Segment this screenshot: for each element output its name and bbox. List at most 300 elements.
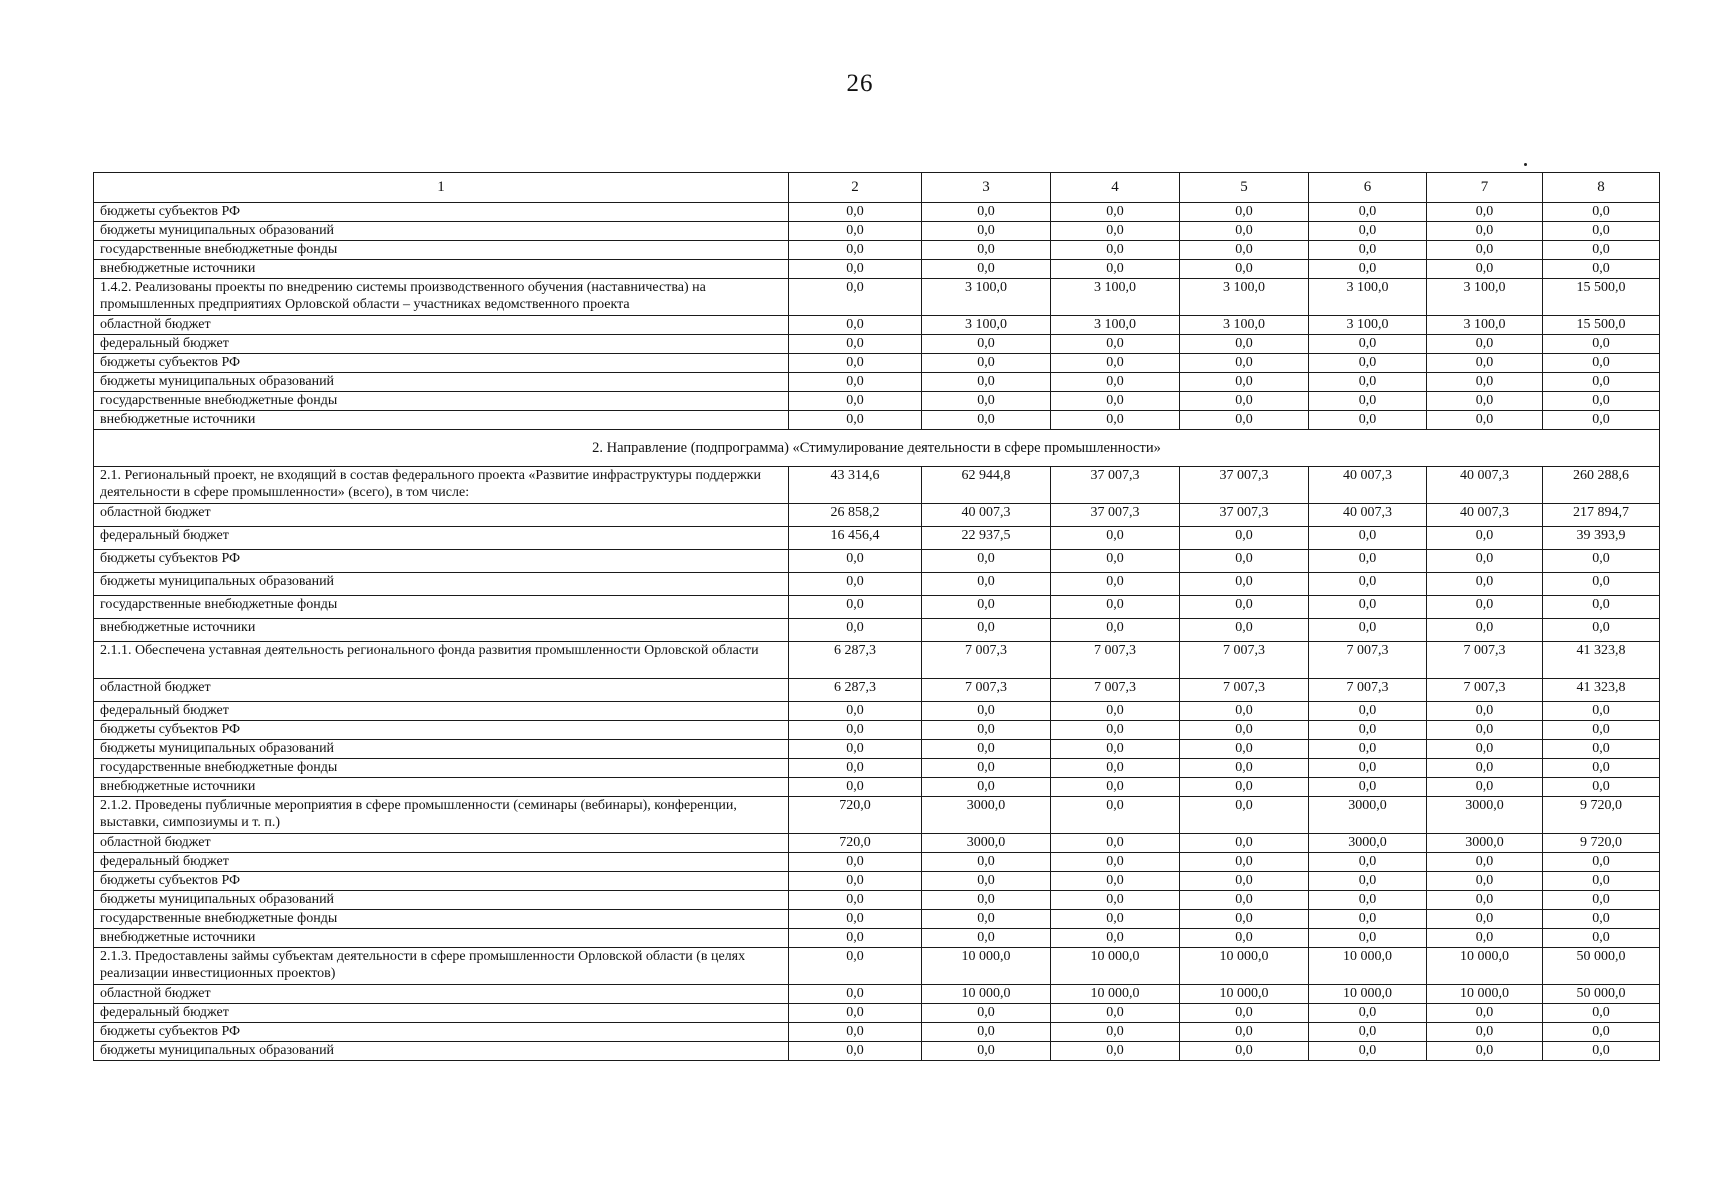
table-row <box>94 241 1660 260</box>
value-cell: 10 000,0 <box>1180 985 1309 1004</box>
value-cell: 0,0 <box>789 929 922 948</box>
value-cell: 0,0 <box>1427 241 1543 260</box>
budget-table <box>93 172 1660 1061</box>
value-cell: 40 007,3 <box>1427 467 1543 504</box>
value-cell: 0,0 <box>789 702 922 721</box>
value-cell: 0,0 <box>1309 527 1427 550</box>
table-row <box>94 573 1660 596</box>
row-label: областной бюджет <box>94 834 789 853</box>
table-row <box>94 316 1660 335</box>
value-cell: 0,0 <box>1051 1004 1180 1023</box>
value-cell: 3 100,0 <box>1309 316 1427 335</box>
value-cell: 0,0 <box>789 354 922 373</box>
value-cell: 0,0 <box>1543 929 1660 948</box>
value-cell: 0,0 <box>922 872 1051 891</box>
value-cell: 0,0 <box>789 872 922 891</box>
value-cell: 0,0 <box>922 411 1051 430</box>
column-header: 5 <box>1180 173 1309 203</box>
value-cell: 0,0 <box>1543 354 1660 373</box>
value-cell: 0,0 <box>1309 335 1427 354</box>
value-cell: 3000,0 <box>1309 797 1427 834</box>
table-row <box>94 1042 1660 1061</box>
value-cell: 260 288,6 <box>1543 467 1660 504</box>
value-cell: 0,0 <box>1543 222 1660 241</box>
value-cell: 7 007,3 <box>1309 679 1427 702</box>
column-header-row <box>94 173 1660 203</box>
value-cell: 9 720,0 <box>1543 834 1660 853</box>
value-cell: 6 287,3 <box>789 642 922 679</box>
value-cell: 0,0 <box>1427 702 1543 721</box>
value-cell: 9 720,0 <box>1543 797 1660 834</box>
value-cell: 3000,0 <box>1427 834 1543 853</box>
column-header: 1 <box>94 173 789 203</box>
row-label: бюджеты муниципальных образований <box>94 573 789 596</box>
value-cell: 0,0 <box>789 985 922 1004</box>
table-body <box>94 173 1660 1061</box>
table-row <box>94 392 1660 411</box>
value-cell: 7 007,3 <box>1427 642 1543 679</box>
value-cell: 0,0 <box>1309 891 1427 910</box>
value-cell: 16 456,4 <box>789 527 922 550</box>
value-cell: 0,0 <box>922 596 1051 619</box>
value-cell: 0,0 <box>1051 929 1180 948</box>
value-cell: 3 100,0 <box>1051 279 1180 316</box>
value-cell: 0,0 <box>922 778 1051 797</box>
value-cell: 41 323,8 <box>1543 642 1660 679</box>
value-cell: 10 000,0 <box>922 948 1051 985</box>
table-row <box>94 527 1660 550</box>
value-cell: 0,0 <box>1180 335 1309 354</box>
value-cell: 0,0 <box>1051 778 1180 797</box>
value-cell: 0,0 <box>1543 778 1660 797</box>
value-cell: 0,0 <box>1427 721 1543 740</box>
value-cell: 0,0 <box>1180 797 1309 834</box>
value-cell: 39 393,9 <box>1543 527 1660 550</box>
value-cell: 40 007,3 <box>1427 504 1543 527</box>
value-cell: 0,0 <box>1427 392 1543 411</box>
section-heading: 2. Направление (подпрограмма) «Стимулирование деятельности в сфере промышленности» <box>94 430 1660 467</box>
value-cell: 0,0 <box>922 740 1051 759</box>
value-cell: 217 894,7 <box>1543 504 1660 527</box>
table-row <box>94 642 1660 679</box>
table-row <box>94 354 1660 373</box>
value-cell: 0,0 <box>922 354 1051 373</box>
value-cell: 3000,0 <box>922 797 1051 834</box>
value-cell: 0,0 <box>1180 759 1309 778</box>
value-cell: 7 007,3 <box>1427 679 1543 702</box>
value-cell: 0,0 <box>1427 853 1543 872</box>
value-cell: 0,0 <box>922 1004 1051 1023</box>
value-cell: 0,0 <box>1543 596 1660 619</box>
value-cell: 0,0 <box>1051 550 1180 573</box>
row-label: областной бюджет <box>94 679 789 702</box>
value-cell: 0,0 <box>1427 260 1543 279</box>
value-cell: 0,0 <box>789 203 922 222</box>
value-cell: 0,0 <box>789 1042 922 1061</box>
value-cell: 0,0 <box>1309 872 1427 891</box>
value-cell: 0,0 <box>1051 1042 1180 1061</box>
value-cell: 0,0 <box>1309 910 1427 929</box>
value-cell: 0,0 <box>789 891 922 910</box>
value-cell: 0,0 <box>789 373 922 392</box>
row-label: государственные внебюджетные фонды <box>94 596 789 619</box>
value-cell: 0,0 <box>922 721 1051 740</box>
value-cell: 0,0 <box>1427 596 1543 619</box>
value-cell: 0,0 <box>922 573 1051 596</box>
value-cell: 0,0 <box>1309 550 1427 573</box>
value-cell: 0,0 <box>1051 335 1180 354</box>
value-cell: 0,0 <box>1180 778 1309 797</box>
value-cell: 0,0 <box>1309 721 1427 740</box>
value-cell: 0,0 <box>1180 929 1309 948</box>
value-cell: 7 007,3 <box>1051 679 1180 702</box>
row-label: внебюджетные источники <box>94 929 789 948</box>
value-cell: 0,0 <box>789 392 922 411</box>
table-row <box>94 203 1660 222</box>
value-cell: 40 007,3 <box>922 504 1051 527</box>
scan-speck <box>1524 163 1527 166</box>
table-row <box>94 948 1660 985</box>
value-cell: 0,0 <box>922 260 1051 279</box>
value-cell: 0,0 <box>1309 759 1427 778</box>
table-row <box>94 619 1660 642</box>
value-cell: 0,0 <box>1543 1004 1660 1023</box>
value-cell: 26 858,2 <box>789 504 922 527</box>
value-cell: 0,0 <box>789 222 922 241</box>
table-row <box>94 411 1660 430</box>
value-cell: 0,0 <box>1543 872 1660 891</box>
value-cell: 0,0 <box>1543 573 1660 596</box>
value-cell: 0,0 <box>1051 373 1180 392</box>
value-cell: 0,0 <box>1051 392 1180 411</box>
value-cell: 0,0 <box>1051 891 1180 910</box>
value-cell: 10 000,0 <box>1309 948 1427 985</box>
value-cell: 0,0 <box>1051 853 1180 872</box>
value-cell: 0,0 <box>1051 241 1180 260</box>
value-cell: 0,0 <box>922 853 1051 872</box>
value-cell: 0,0 <box>1427 354 1543 373</box>
value-cell: 0,0 <box>922 373 1051 392</box>
value-cell: 0,0 <box>922 203 1051 222</box>
value-cell: 15 500,0 <box>1543 279 1660 316</box>
value-cell: 0,0 <box>1543 335 1660 354</box>
value-cell: 0,0 <box>1427 222 1543 241</box>
row-label: бюджеты субъектов РФ <box>94 721 789 740</box>
value-cell: 10 000,0 <box>1180 948 1309 985</box>
row-label: 2.1.3. Предоставлены займы субъектам деятельности в сфере промышленности Орловской области (в целях реализации инвестиционных проектов) <box>94 948 789 985</box>
value-cell: 40 007,3 <box>1309 467 1427 504</box>
value-cell: 0,0 <box>922 335 1051 354</box>
row-label: федеральный бюджет <box>94 527 789 550</box>
table-row <box>94 467 1660 504</box>
row-label: федеральный бюджет <box>94 1004 789 1023</box>
row-label: 2.1.1. Обеспечена уставная деятельность регионального фонда развития промышленности Орловской области <box>94 642 789 679</box>
table-row <box>94 740 1660 759</box>
value-cell: 3000,0 <box>1427 797 1543 834</box>
value-cell: 0,0 <box>1309 778 1427 797</box>
value-cell: 3 100,0 <box>1051 316 1180 335</box>
value-cell: 720,0 <box>789 797 922 834</box>
value-cell: 0,0 <box>1309 203 1427 222</box>
value-cell: 0,0 <box>1051 411 1180 430</box>
value-cell: 0,0 <box>1051 797 1180 834</box>
value-cell: 0,0 <box>1427 203 1543 222</box>
value-cell: 0,0 <box>922 759 1051 778</box>
value-cell: 0,0 <box>1427 891 1543 910</box>
value-cell: 0,0 <box>922 550 1051 573</box>
value-cell: 0,0 <box>1427 910 1543 929</box>
value-cell: 0,0 <box>1180 619 1309 642</box>
value-cell: 0,0 <box>1180 834 1309 853</box>
value-cell: 3 100,0 <box>1427 279 1543 316</box>
value-cell: 0,0 <box>922 222 1051 241</box>
value-cell: 0,0 <box>1180 354 1309 373</box>
value-cell: 7 007,3 <box>1180 642 1309 679</box>
row-label: бюджеты муниципальных образований <box>94 222 789 241</box>
value-cell: 0,0 <box>1427 373 1543 392</box>
row-label: государственные внебюджетные фонды <box>94 241 789 260</box>
row-label: 1.4.2. Реализованы проекты по внедрению системы производственного обучения (наставничества) на промышленных предприятиях Орловской области – участниках ведомственного проекта <box>94 279 789 316</box>
row-label: государственные внебюджетные фонды <box>94 910 789 929</box>
value-cell: 0,0 <box>922 392 1051 411</box>
value-cell: 0,0 <box>1543 1042 1660 1061</box>
value-cell: 0,0 <box>1543 910 1660 929</box>
value-cell: 0,0 <box>1051 910 1180 929</box>
value-cell: 720,0 <box>789 834 922 853</box>
value-cell: 10 000,0 <box>1309 985 1427 1004</box>
value-cell: 10 000,0 <box>1051 948 1180 985</box>
row-label: бюджеты субъектов РФ <box>94 203 789 222</box>
value-cell: 7 007,3 <box>1051 642 1180 679</box>
value-cell: 0,0 <box>1543 260 1660 279</box>
value-cell: 0,0 <box>1543 392 1660 411</box>
value-cell: 0,0 <box>922 910 1051 929</box>
value-cell: 0,0 <box>1543 241 1660 260</box>
value-cell: 0,0 <box>789 721 922 740</box>
row-label: федеральный бюджет <box>94 853 789 872</box>
row-label: бюджеты муниципальных образований <box>94 740 789 759</box>
table-row <box>94 1023 1660 1042</box>
value-cell: 0,0 <box>1543 702 1660 721</box>
value-cell: 3 100,0 <box>922 279 1051 316</box>
value-cell: 0,0 <box>1309 853 1427 872</box>
row-label: государственные внебюджетные фонды <box>94 759 789 778</box>
value-cell: 0,0 <box>789 619 922 642</box>
value-cell: 0,0 <box>922 702 1051 721</box>
value-cell: 0,0 <box>1051 354 1180 373</box>
value-cell: 0,0 <box>1427 778 1543 797</box>
value-cell: 0,0 <box>789 853 922 872</box>
value-cell: 22 937,5 <box>922 527 1051 550</box>
value-cell: 0,0 <box>922 1023 1051 1042</box>
value-cell: 0,0 <box>1543 411 1660 430</box>
value-cell: 0,0 <box>1180 1023 1309 1042</box>
value-cell: 0,0 <box>1427 759 1543 778</box>
value-cell: 7 007,3 <box>1180 679 1309 702</box>
value-cell: 0,0 <box>1543 373 1660 392</box>
row-label: областной бюджет <box>94 504 789 527</box>
row-label: бюджеты муниципальных образований <box>94 1042 789 1061</box>
table-row <box>94 891 1660 910</box>
value-cell: 0,0 <box>1180 411 1309 430</box>
value-cell: 0,0 <box>1180 702 1309 721</box>
value-cell: 7 007,3 <box>922 642 1051 679</box>
section-heading-row <box>94 430 1660 467</box>
value-cell: 0,0 <box>1051 596 1180 619</box>
value-cell: 0,0 <box>1427 1042 1543 1061</box>
value-cell: 0,0 <box>1180 373 1309 392</box>
value-cell: 41 323,8 <box>1543 679 1660 702</box>
value-cell: 0,0 <box>1051 702 1180 721</box>
value-cell: 0,0 <box>1051 222 1180 241</box>
value-cell: 0,0 <box>922 929 1051 948</box>
value-cell: 0,0 <box>1309 1004 1427 1023</box>
value-cell: 0,0 <box>789 241 922 260</box>
table-row <box>94 222 1660 241</box>
value-cell: 0,0 <box>789 573 922 596</box>
table-row <box>94 929 1660 948</box>
value-cell: 0,0 <box>922 891 1051 910</box>
value-cell: 0,0 <box>1180 550 1309 573</box>
value-cell: 0,0 <box>1180 1042 1309 1061</box>
value-cell: 0,0 <box>789 596 922 619</box>
column-header: 3 <box>922 173 1051 203</box>
row-label: областной бюджет <box>94 316 789 335</box>
value-cell: 0,0 <box>789 279 922 316</box>
value-cell: 0,0 <box>789 948 922 985</box>
value-cell: 10 000,0 <box>1051 985 1180 1004</box>
value-cell: 3000,0 <box>1309 834 1427 853</box>
value-cell: 0,0 <box>1180 872 1309 891</box>
row-label: бюджеты муниципальных образований <box>94 373 789 392</box>
value-cell: 0,0 <box>1543 1023 1660 1042</box>
row-label: бюджеты субъектов РФ <box>94 1023 789 1042</box>
value-cell: 0,0 <box>1180 596 1309 619</box>
column-header: 7 <box>1427 173 1543 203</box>
table-row <box>94 679 1660 702</box>
value-cell: 0,0 <box>789 910 922 929</box>
value-cell: 0,0 <box>789 740 922 759</box>
value-cell: 0,0 <box>1309 241 1427 260</box>
value-cell: 0,0 <box>789 759 922 778</box>
value-cell: 3000,0 <box>922 834 1051 853</box>
table-row <box>94 504 1660 527</box>
value-cell: 0,0 <box>1309 740 1427 759</box>
value-cell: 3 100,0 <box>1180 279 1309 316</box>
value-cell: 6 287,3 <box>789 679 922 702</box>
value-cell: 0,0 <box>1051 260 1180 279</box>
value-cell: 43 314,6 <box>789 467 922 504</box>
column-header: 4 <box>1051 173 1180 203</box>
value-cell: 3 100,0 <box>1427 316 1543 335</box>
value-cell: 0,0 <box>1427 411 1543 430</box>
row-label: 2.1. Региональный проект, не входящий в состав федерального проекта «Развитие инфраструктуры поддержки деятельности в сфере промышленности» (всего), в том числе: <box>94 467 789 504</box>
value-cell: 0,0 <box>1309 411 1427 430</box>
value-cell: 0,0 <box>922 241 1051 260</box>
value-cell: 0,0 <box>1427 573 1543 596</box>
table-row <box>94 759 1660 778</box>
row-label: бюджеты субъектов РФ <box>94 550 789 573</box>
value-cell: 0,0 <box>1309 619 1427 642</box>
column-header: 8 <box>1543 173 1660 203</box>
value-cell: 3 100,0 <box>1309 279 1427 316</box>
table-row <box>94 596 1660 619</box>
row-label: федеральный бюджет <box>94 702 789 721</box>
value-cell: 0,0 <box>1543 721 1660 740</box>
row-label: 2.1.2. Проведены публичные мероприятия в сфере промышленности (семинары (вебинары), конференции, выставки, симпозиумы и т. п.) <box>94 797 789 834</box>
table-row <box>94 373 1660 392</box>
value-cell: 0,0 <box>1180 260 1309 279</box>
value-cell: 37 007,3 <box>1051 504 1180 527</box>
value-cell: 0,0 <box>789 1023 922 1042</box>
value-cell: 0,0 <box>1427 550 1543 573</box>
value-cell: 0,0 <box>1427 740 1543 759</box>
value-cell: 0,0 <box>1309 702 1427 721</box>
value-cell: 0,0 <box>1051 527 1180 550</box>
table-row <box>94 721 1660 740</box>
value-cell: 0,0 <box>1309 354 1427 373</box>
value-cell: 0,0 <box>789 1004 922 1023</box>
value-cell: 0,0 <box>1427 872 1543 891</box>
row-label: бюджеты субъектов РФ <box>94 354 789 373</box>
value-cell: 0,0 <box>1051 619 1180 642</box>
value-cell: 0,0 <box>1180 241 1309 260</box>
table-row <box>94 834 1660 853</box>
value-cell: 7 007,3 <box>922 679 1051 702</box>
value-cell: 0,0 <box>1309 929 1427 948</box>
value-cell: 37 007,3 <box>1051 467 1180 504</box>
value-cell: 0,0 <box>1427 1023 1543 1042</box>
value-cell: 0,0 <box>1427 335 1543 354</box>
row-label: бюджеты субъектов РФ <box>94 872 789 891</box>
value-cell: 10 000,0 <box>1427 948 1543 985</box>
value-cell: 0,0 <box>1427 929 1543 948</box>
value-cell: 0,0 <box>1543 759 1660 778</box>
value-cell: 0,0 <box>1309 573 1427 596</box>
value-cell: 3 100,0 <box>1180 316 1309 335</box>
value-cell: 0,0 <box>1309 222 1427 241</box>
value-cell: 0,0 <box>1309 260 1427 279</box>
row-label: внебюджетные источники <box>94 778 789 797</box>
value-cell: 37 007,3 <box>1180 504 1309 527</box>
column-header: 6 <box>1309 173 1427 203</box>
value-cell: 0,0 <box>1051 740 1180 759</box>
row-label: бюджеты муниципальных образований <box>94 891 789 910</box>
value-cell: 0,0 <box>789 550 922 573</box>
value-cell: 3 100,0 <box>922 316 1051 335</box>
value-cell: 0,0 <box>1309 596 1427 619</box>
value-cell: 0,0 <box>1180 910 1309 929</box>
value-cell: 0,0 <box>789 316 922 335</box>
column-header: 2 <box>789 173 922 203</box>
table-row <box>94 985 1660 1004</box>
table-row <box>94 260 1660 279</box>
value-cell: 0,0 <box>789 335 922 354</box>
table-row <box>94 910 1660 929</box>
value-cell: 0,0 <box>1180 853 1309 872</box>
value-cell: 0,0 <box>1051 1023 1180 1042</box>
value-cell: 62 944,8 <box>922 467 1051 504</box>
table-row <box>94 872 1660 891</box>
row-label: государственные внебюджетные фонды <box>94 392 789 411</box>
value-cell: 0,0 <box>789 260 922 279</box>
value-cell: 0,0 <box>922 1042 1051 1061</box>
value-cell: 10 000,0 <box>1427 985 1543 1004</box>
value-cell: 0,0 <box>1051 721 1180 740</box>
value-cell: 15 500,0 <box>1543 316 1660 335</box>
value-cell: 0,0 <box>1309 392 1427 411</box>
row-label: внебюджетные источники <box>94 411 789 430</box>
